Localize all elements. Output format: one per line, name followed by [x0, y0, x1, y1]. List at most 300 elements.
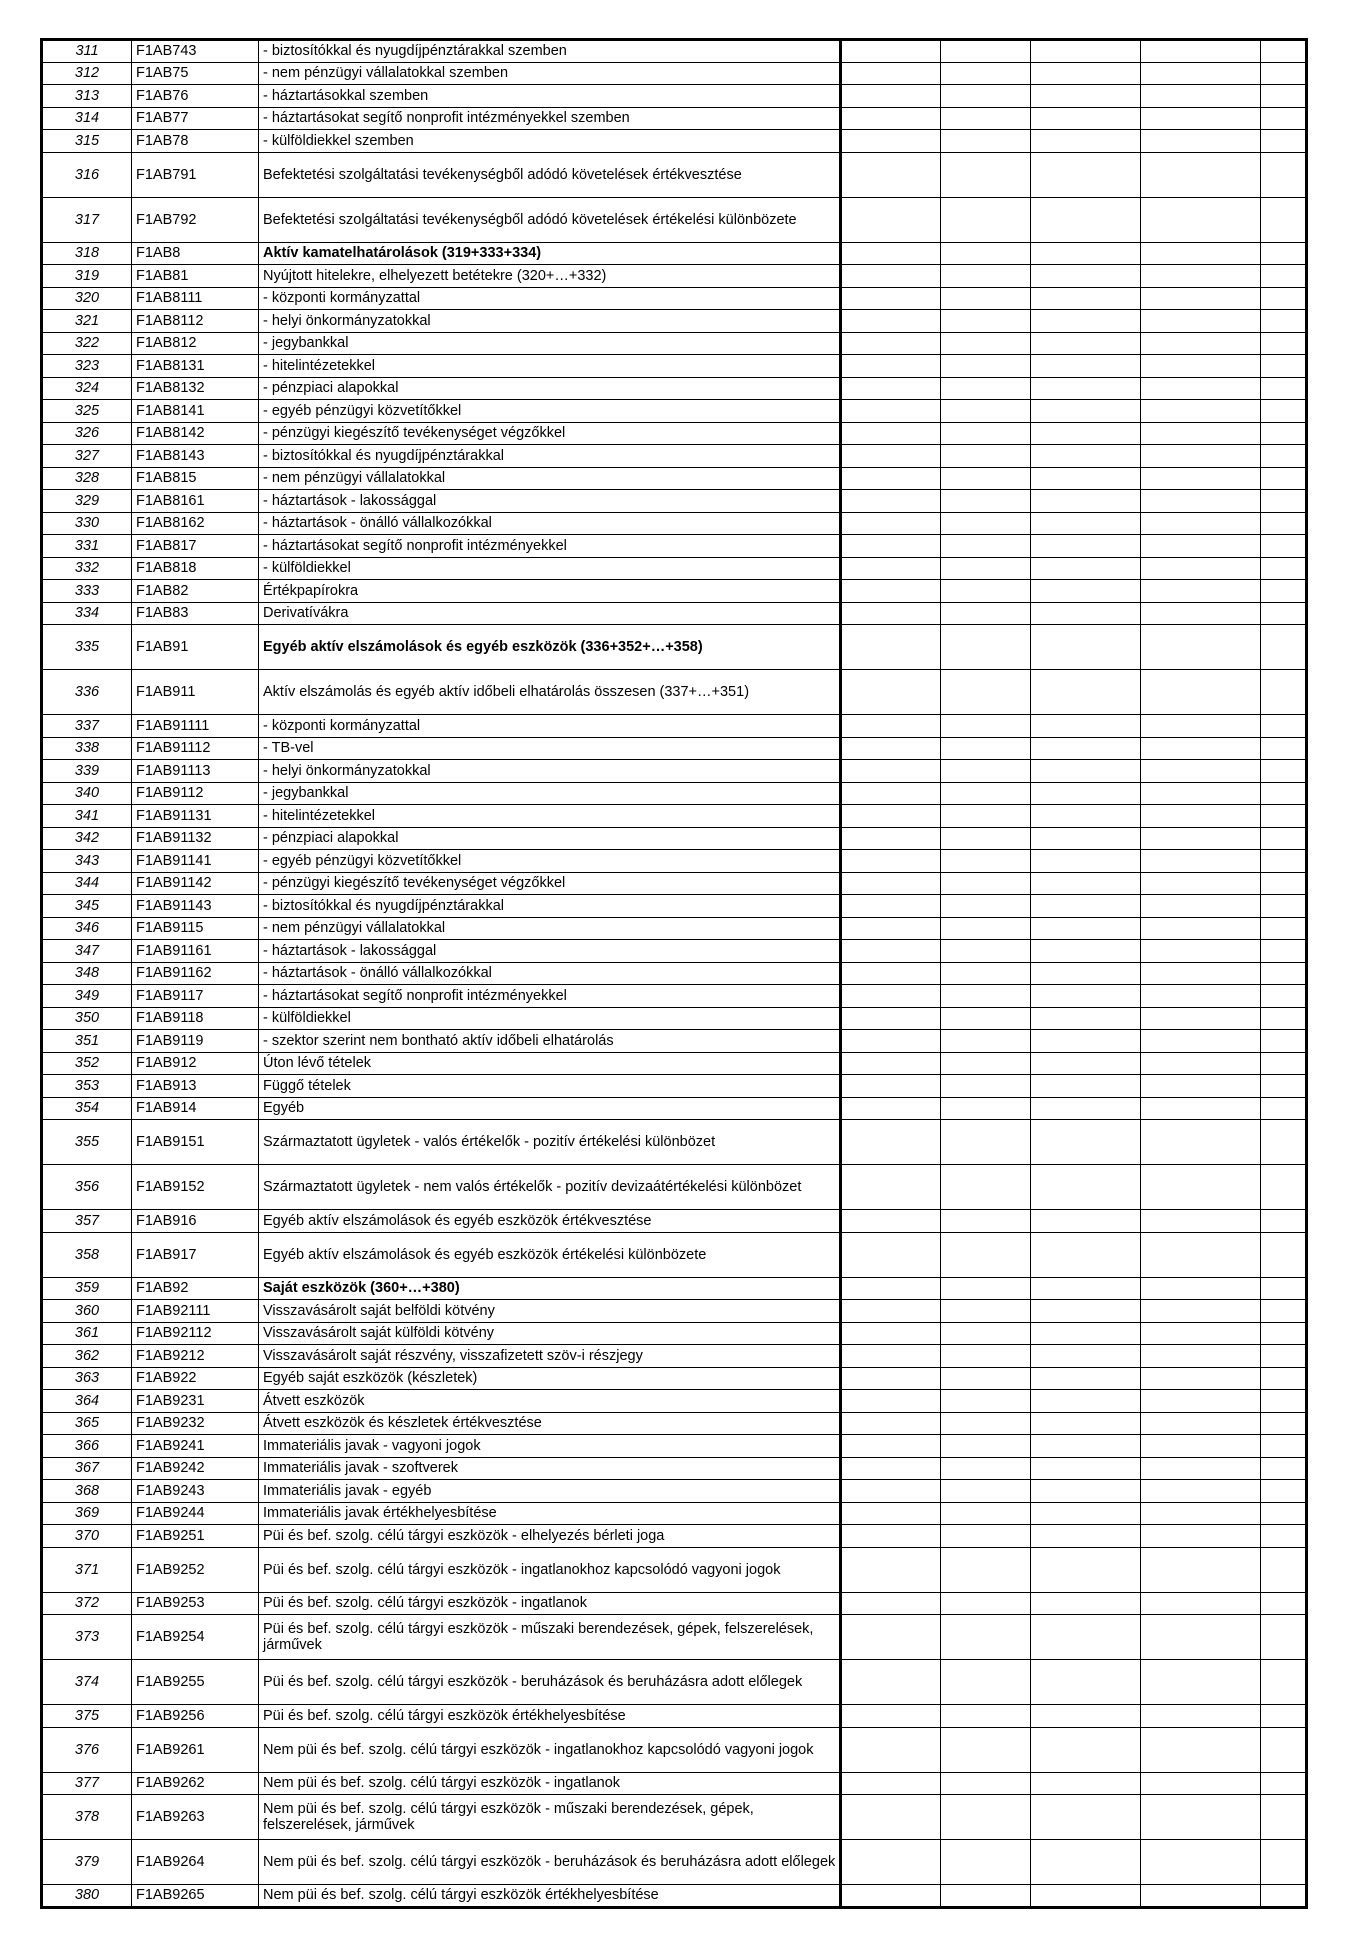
value-cell[interactable]: [841, 1165, 941, 1210]
value-cell[interactable]: [941, 827, 1031, 850]
value-cell[interactable]: [1141, 827, 1261, 850]
value-cell[interactable]: [1031, 827, 1141, 850]
value-cell[interactable]: [1141, 1885, 1261, 1908]
value-cell[interactable]: [1261, 602, 1307, 625]
value-cell[interactable]: [841, 40, 941, 63]
value-cell[interactable]: [1031, 467, 1141, 490]
value-cell[interactable]: [1141, 332, 1261, 355]
value-cell[interactable]: [1261, 467, 1307, 490]
value-cell[interactable]: [941, 1480, 1031, 1503]
value-cell[interactable]: [941, 557, 1031, 580]
value-cell[interactable]: [841, 445, 941, 468]
value-cell[interactable]: [1031, 265, 1141, 288]
value-cell[interactable]: [1031, 1345, 1141, 1368]
value-cell[interactable]: [1031, 715, 1141, 738]
value-cell[interactable]: [1141, 355, 1261, 378]
value-cell[interactable]: [1141, 917, 1261, 940]
value-cell[interactable]: [1261, 1772, 1307, 1795]
value-cell[interactable]: [1141, 1277, 1261, 1300]
value-cell[interactable]: [941, 1592, 1031, 1615]
value-cell[interactable]: [1031, 872, 1141, 895]
value-cell[interactable]: [1031, 1120, 1141, 1165]
value-cell[interactable]: [1031, 1885, 1141, 1908]
value-cell[interactable]: [841, 602, 941, 625]
value-cell[interactable]: [1031, 490, 1141, 513]
value-cell[interactable]: [841, 332, 941, 355]
value-cell[interactable]: [1141, 1727, 1261, 1772]
value-cell[interactable]: [1031, 557, 1141, 580]
value-cell[interactable]: [1031, 310, 1141, 333]
value-cell[interactable]: [1261, 1457, 1307, 1480]
value-cell[interactable]: [1261, 940, 1307, 963]
value-cell[interactable]: [1031, 985, 1141, 1008]
value-cell[interactable]: [941, 1097, 1031, 1120]
value-cell[interactable]: [1141, 310, 1261, 333]
value-cell[interactable]: [941, 1435, 1031, 1458]
value-cell[interactable]: [941, 985, 1031, 1008]
value-cell[interactable]: [1261, 1480, 1307, 1503]
value-cell[interactable]: [1261, 557, 1307, 580]
value-cell[interactable]: [1031, 737, 1141, 760]
value-cell[interactable]: [1261, 1795, 1307, 1840]
value-cell[interactable]: [1261, 1367, 1307, 1390]
value-cell[interactable]: [941, 40, 1031, 63]
value-cell[interactable]: [1031, 62, 1141, 85]
value-cell[interactable]: [1261, 1390, 1307, 1413]
value-cell[interactable]: [841, 1705, 941, 1728]
value-cell[interactable]: [941, 265, 1031, 288]
value-cell[interactable]: [1261, 895, 1307, 918]
value-cell[interactable]: [1031, 85, 1141, 108]
value-cell[interactable]: [1141, 602, 1261, 625]
value-cell[interactable]: [1261, 1075, 1307, 1098]
value-cell[interactable]: [1031, 580, 1141, 603]
value-cell[interactable]: [1031, 1412, 1141, 1435]
value-cell[interactable]: [1261, 1840, 1307, 1885]
value-cell[interactable]: [1141, 1705, 1261, 1728]
value-cell[interactable]: [1031, 1772, 1141, 1795]
value-cell[interactable]: [941, 872, 1031, 895]
value-cell[interactable]: [841, 737, 941, 760]
value-cell[interactable]: [841, 107, 941, 130]
value-cell[interactable]: [1031, 1502, 1141, 1525]
value-cell[interactable]: [841, 1300, 941, 1323]
value-cell[interactable]: [941, 602, 1031, 625]
value-cell[interactable]: [1031, 107, 1141, 130]
value-cell[interactable]: [1261, 872, 1307, 895]
value-cell[interactable]: [1031, 242, 1141, 265]
value-cell[interactable]: [941, 1795, 1031, 1840]
value-cell[interactable]: [1261, 760, 1307, 783]
value-cell[interactable]: [1031, 422, 1141, 445]
value-cell[interactable]: [941, 1547, 1031, 1592]
value-cell[interactable]: [941, 1660, 1031, 1705]
value-cell[interactable]: [1141, 1615, 1261, 1660]
value-cell[interactable]: [1031, 1727, 1141, 1772]
value-cell[interactable]: [841, 917, 941, 940]
value-cell[interactable]: [841, 1592, 941, 1615]
value-cell[interactable]: [1031, 1435, 1141, 1458]
value-cell[interactable]: [1031, 1367, 1141, 1390]
value-cell[interactable]: [1031, 760, 1141, 783]
value-cell[interactable]: [841, 1277, 941, 1300]
value-cell[interactable]: [1261, 1592, 1307, 1615]
value-cell[interactable]: [941, 917, 1031, 940]
value-cell[interactable]: [941, 355, 1031, 378]
value-cell[interactable]: [841, 782, 941, 805]
value-cell[interactable]: [841, 715, 941, 738]
value-cell[interactable]: [841, 1615, 941, 1660]
value-cell[interactable]: [1031, 535, 1141, 558]
value-cell[interactable]: [841, 1345, 941, 1368]
value-cell[interactable]: [841, 1322, 941, 1345]
value-cell[interactable]: [1261, 580, 1307, 603]
value-cell[interactable]: [841, 1840, 941, 1885]
value-cell[interactable]: [1031, 1615, 1141, 1660]
value-cell[interactable]: [1261, 310, 1307, 333]
value-cell[interactable]: [1261, 850, 1307, 873]
value-cell[interactable]: [1141, 1052, 1261, 1075]
value-cell[interactable]: [1261, 265, 1307, 288]
value-cell[interactable]: [1261, 1052, 1307, 1075]
value-cell[interactable]: [941, 1615, 1031, 1660]
value-cell[interactable]: [1261, 962, 1307, 985]
value-cell[interactable]: [941, 1075, 1031, 1098]
value-cell[interactable]: [941, 62, 1031, 85]
value-cell[interactable]: [1031, 1705, 1141, 1728]
value-cell[interactable]: [1261, 512, 1307, 535]
value-cell[interactable]: [941, 377, 1031, 400]
value-cell[interactable]: [841, 1772, 941, 1795]
value-cell[interactable]: [1031, 625, 1141, 670]
value-cell[interactable]: [1031, 1232, 1141, 1277]
value-cell[interactable]: [1031, 962, 1141, 985]
value-cell[interactable]: [1261, 1502, 1307, 1525]
value-cell[interactable]: [1141, 715, 1261, 738]
value-cell[interactable]: [1141, 1435, 1261, 1458]
value-cell[interactable]: [1031, 400, 1141, 423]
value-cell[interactable]: [841, 850, 941, 873]
value-cell[interactable]: [941, 895, 1031, 918]
value-cell[interactable]: [1141, 985, 1261, 1008]
value-cell[interactable]: [1261, 490, 1307, 513]
value-cell[interactable]: [841, 1412, 941, 1435]
value-cell[interactable]: [1141, 1120, 1261, 1165]
value-cell[interactable]: [941, 422, 1031, 445]
value-cell[interactable]: [1141, 782, 1261, 805]
value-cell[interactable]: [1031, 602, 1141, 625]
value-cell[interactable]: [841, 85, 941, 108]
value-cell[interactable]: [1141, 40, 1261, 63]
value-cell[interactable]: [1031, 512, 1141, 535]
value-cell[interactable]: [1141, 1660, 1261, 1705]
value-cell[interactable]: [941, 1885, 1031, 1908]
value-cell[interactable]: [841, 1480, 941, 1503]
value-cell[interactable]: [1141, 1772, 1261, 1795]
value-cell[interactable]: [1261, 1165, 1307, 1210]
value-cell[interactable]: [1261, 85, 1307, 108]
value-cell[interactable]: [1141, 1390, 1261, 1413]
value-cell[interactable]: [841, 625, 941, 670]
value-cell[interactable]: [1031, 130, 1141, 153]
value-cell[interactable]: [1031, 1300, 1141, 1323]
value-cell[interactable]: [1031, 1457, 1141, 1480]
value-cell[interactable]: [1031, 152, 1141, 197]
value-cell[interactable]: [841, 872, 941, 895]
value-cell[interactable]: [1031, 917, 1141, 940]
value-cell[interactable]: [841, 535, 941, 558]
value-cell[interactable]: [941, 1322, 1031, 1345]
value-cell[interactable]: [1261, 1097, 1307, 1120]
value-cell[interactable]: [1031, 1030, 1141, 1053]
value-cell[interactable]: [841, 1052, 941, 1075]
value-cell[interactable]: [1141, 1840, 1261, 1885]
value-cell[interactable]: [941, 1390, 1031, 1413]
value-cell[interactable]: [1261, 40, 1307, 63]
value-cell[interactable]: [1261, 197, 1307, 242]
value-cell[interactable]: [1141, 760, 1261, 783]
value-cell[interactable]: [841, 1097, 941, 1120]
value-cell[interactable]: [1141, 152, 1261, 197]
value-cell[interactable]: [841, 985, 941, 1008]
value-cell[interactable]: [1141, 512, 1261, 535]
value-cell[interactable]: [1141, 1300, 1261, 1323]
value-cell[interactable]: [1141, 422, 1261, 445]
value-cell[interactable]: [1261, 670, 1307, 715]
value-cell[interactable]: [1261, 242, 1307, 265]
value-cell[interactable]: [1141, 490, 1261, 513]
value-cell[interactable]: [1141, 535, 1261, 558]
value-cell[interactable]: [941, 737, 1031, 760]
value-cell[interactable]: [1141, 1345, 1261, 1368]
value-cell[interactable]: [1261, 130, 1307, 153]
value-cell[interactable]: [1031, 332, 1141, 355]
value-cell[interactable]: [841, 805, 941, 828]
value-cell[interactable]: [841, 895, 941, 918]
value-cell[interactable]: [1261, 827, 1307, 850]
value-cell[interactable]: [1261, 107, 1307, 130]
value-cell[interactable]: [941, 467, 1031, 490]
value-cell[interactable]: [841, 940, 941, 963]
value-cell[interactable]: [1141, 265, 1261, 288]
value-cell[interactable]: [1261, 1525, 1307, 1548]
value-cell[interactable]: [841, 310, 941, 333]
value-cell[interactable]: [1261, 1435, 1307, 1458]
value-cell[interactable]: [841, 400, 941, 423]
value-cell[interactable]: [1261, 332, 1307, 355]
value-cell[interactable]: [841, 490, 941, 513]
value-cell[interactable]: [1031, 197, 1141, 242]
value-cell[interactable]: [1261, 400, 1307, 423]
value-cell[interactable]: [1031, 40, 1141, 63]
value-cell[interactable]: [941, 130, 1031, 153]
value-cell[interactable]: [841, 197, 941, 242]
value-cell[interactable]: [941, 1052, 1031, 1075]
value-cell[interactable]: [941, 1412, 1031, 1435]
value-cell[interactable]: [1031, 1795, 1141, 1840]
value-cell[interactable]: [1261, 1660, 1307, 1705]
value-cell[interactable]: [841, 962, 941, 985]
value-cell[interactable]: [1261, 985, 1307, 1008]
value-cell[interactable]: [1141, 1480, 1261, 1503]
value-cell[interactable]: [941, 1120, 1031, 1165]
value-cell[interactable]: [1141, 1412, 1261, 1435]
value-cell[interactable]: [941, 197, 1031, 242]
value-cell[interactable]: [841, 355, 941, 378]
value-cell[interactable]: [841, 467, 941, 490]
value-cell[interactable]: [1031, 670, 1141, 715]
value-cell[interactable]: [941, 1232, 1031, 1277]
value-cell[interactable]: [1141, 625, 1261, 670]
value-cell[interactable]: [841, 1885, 941, 1908]
value-cell[interactable]: [941, 1727, 1031, 1772]
value-cell[interactable]: [841, 1210, 941, 1233]
value-cell[interactable]: [1031, 355, 1141, 378]
value-cell[interactable]: [1261, 535, 1307, 558]
value-cell[interactable]: [841, 580, 941, 603]
value-cell[interactable]: [1141, 1097, 1261, 1120]
value-cell[interactable]: [841, 265, 941, 288]
value-cell[interactable]: [1031, 1592, 1141, 1615]
value-cell[interactable]: [841, 512, 941, 535]
value-cell[interactable]: [1031, 895, 1141, 918]
value-cell[interactable]: [941, 400, 1031, 423]
value-cell[interactable]: [1141, 1525, 1261, 1548]
value-cell[interactable]: [1261, 355, 1307, 378]
value-cell[interactable]: [1261, 1345, 1307, 1368]
value-cell[interactable]: [941, 1030, 1031, 1053]
value-cell[interactable]: [841, 1795, 941, 1840]
value-cell[interactable]: [941, 445, 1031, 468]
value-cell[interactable]: [1141, 1457, 1261, 1480]
value-cell[interactable]: [841, 670, 941, 715]
value-cell[interactable]: [1031, 782, 1141, 805]
value-cell[interactable]: [941, 1705, 1031, 1728]
value-cell[interactable]: [941, 490, 1031, 513]
value-cell[interactable]: [1031, 1840, 1141, 1885]
value-cell[interactable]: [1141, 940, 1261, 963]
value-cell[interactable]: [1141, 1075, 1261, 1098]
value-cell[interactable]: [1261, 445, 1307, 468]
value-cell[interactable]: [941, 152, 1031, 197]
value-cell[interactable]: [841, 422, 941, 445]
value-cell[interactable]: [841, 287, 941, 310]
value-cell[interactable]: [941, 850, 1031, 873]
value-cell[interactable]: [1141, 1210, 1261, 1233]
value-cell[interactable]: [841, 152, 941, 197]
value-cell[interactable]: [1141, 737, 1261, 760]
value-cell[interactable]: [1141, 107, 1261, 130]
value-cell[interactable]: [1141, 130, 1261, 153]
value-cell[interactable]: [1141, 962, 1261, 985]
value-cell[interactable]: [1261, 1300, 1307, 1323]
value-cell[interactable]: [841, 760, 941, 783]
value-cell[interactable]: [1031, 1322, 1141, 1345]
value-cell[interactable]: [1141, 670, 1261, 715]
value-cell[interactable]: [941, 1300, 1031, 1323]
value-cell[interactable]: [1261, 737, 1307, 760]
value-cell[interactable]: [1141, 805, 1261, 828]
value-cell[interactable]: [941, 242, 1031, 265]
value-cell[interactable]: [1261, 1210, 1307, 1233]
value-cell[interactable]: [1261, 1885, 1307, 1908]
value-cell[interactable]: [1261, 1277, 1307, 1300]
value-cell[interactable]: [1141, 197, 1261, 242]
value-cell[interactable]: [941, 1840, 1031, 1885]
value-cell[interactable]: [941, 1165, 1031, 1210]
value-cell[interactable]: [1261, 1705, 1307, 1728]
value-cell[interactable]: [941, 805, 1031, 828]
value-cell[interactable]: [1141, 377, 1261, 400]
value-cell[interactable]: [841, 827, 941, 850]
value-cell[interactable]: [1261, 625, 1307, 670]
value-cell[interactable]: [1261, 1322, 1307, 1345]
value-cell[interactable]: [941, 1367, 1031, 1390]
value-cell[interactable]: [841, 242, 941, 265]
value-cell[interactable]: [941, 760, 1031, 783]
value-cell[interactable]: [941, 512, 1031, 535]
value-cell[interactable]: [1031, 1052, 1141, 1075]
value-cell[interactable]: [841, 130, 941, 153]
value-cell[interactable]: [841, 557, 941, 580]
value-cell[interactable]: [1141, 1592, 1261, 1615]
value-cell[interactable]: [941, 625, 1031, 670]
value-cell[interactable]: [1141, 850, 1261, 873]
value-cell[interactable]: [1141, 557, 1261, 580]
value-cell[interactable]: [1031, 1660, 1141, 1705]
value-cell[interactable]: [941, 1457, 1031, 1480]
value-cell[interactable]: [1031, 1210, 1141, 1233]
value-cell[interactable]: [841, 1075, 941, 1098]
value-cell[interactable]: [941, 715, 1031, 738]
value-cell[interactable]: [1141, 1030, 1261, 1053]
value-cell[interactable]: [1261, 1547, 1307, 1592]
value-cell[interactable]: [1031, 1525, 1141, 1548]
value-cell[interactable]: [841, 1390, 941, 1413]
value-cell[interactable]: [1141, 580, 1261, 603]
value-cell[interactable]: [941, 962, 1031, 985]
value-cell[interactable]: [841, 1660, 941, 1705]
value-cell[interactable]: [841, 1007, 941, 1030]
value-cell[interactable]: [841, 1502, 941, 1525]
value-cell[interactable]: [1031, 287, 1141, 310]
value-cell[interactable]: [1261, 917, 1307, 940]
value-cell[interactable]: [941, 1525, 1031, 1548]
value-cell[interactable]: [941, 1210, 1031, 1233]
value-cell[interactable]: [841, 1120, 941, 1165]
value-cell[interactable]: [841, 1525, 941, 1548]
value-cell[interactable]: [1031, 850, 1141, 873]
value-cell[interactable]: [1141, 400, 1261, 423]
value-cell[interactable]: [1031, 1165, 1141, 1210]
value-cell[interactable]: [841, 1727, 941, 1772]
value-cell[interactable]: [941, 1277, 1031, 1300]
value-cell[interactable]: [1261, 1727, 1307, 1772]
value-cell[interactable]: [1141, 1232, 1261, 1277]
value-cell[interactable]: [1141, 1322, 1261, 1345]
value-cell[interactable]: [1141, 445, 1261, 468]
value-cell[interactable]: [941, 1345, 1031, 1368]
value-cell[interactable]: [1261, 1412, 1307, 1435]
value-cell[interactable]: [941, 332, 1031, 355]
value-cell[interactable]: [1261, 1120, 1307, 1165]
value-cell[interactable]: [1141, 467, 1261, 490]
value-cell[interactable]: [841, 1435, 941, 1458]
value-cell[interactable]: [1031, 1075, 1141, 1098]
value-cell[interactable]: [941, 940, 1031, 963]
value-cell[interactable]: [941, 287, 1031, 310]
value-cell[interactable]: [1031, 805, 1141, 828]
